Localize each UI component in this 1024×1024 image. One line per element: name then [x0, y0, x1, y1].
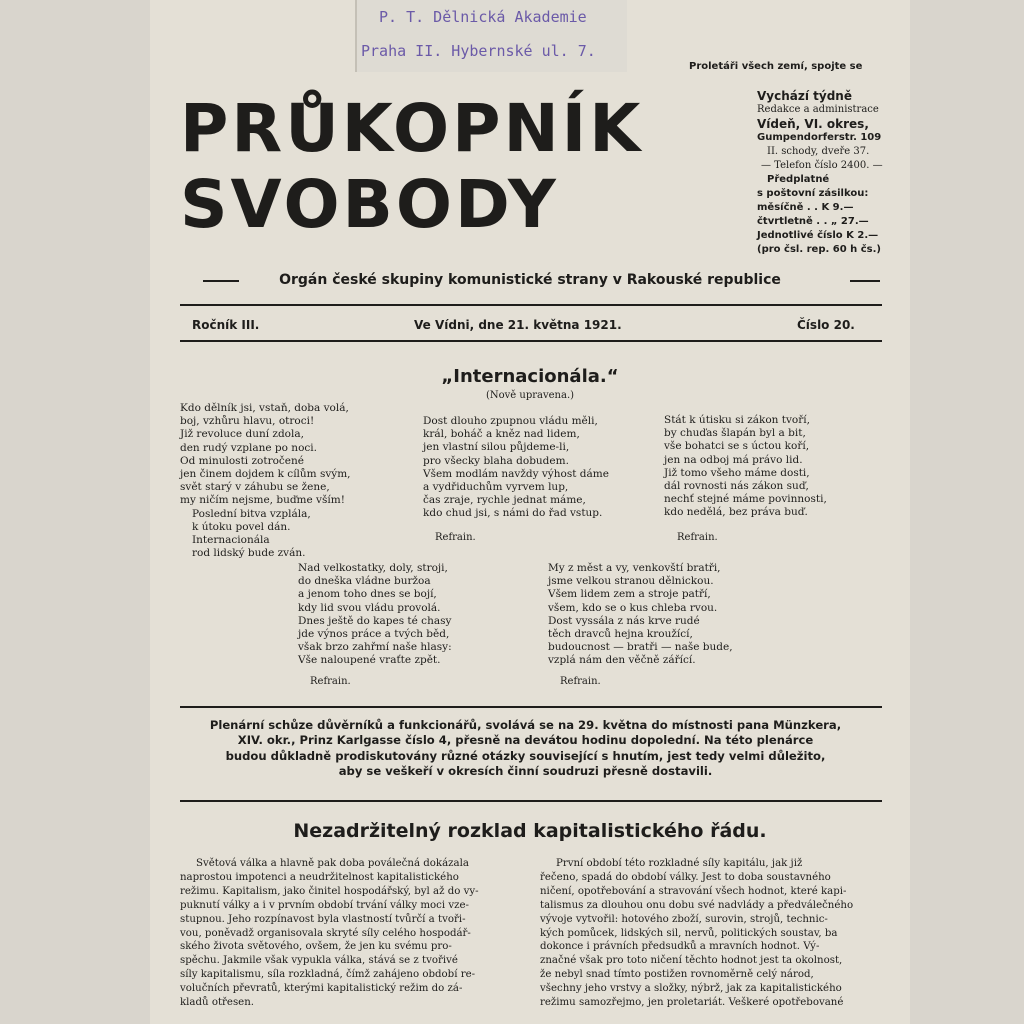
verse: by chuďas šlapán byl a bit, [664, 427, 806, 440]
address-stamp [355, 0, 627, 72]
verse: nechť stejné máme povinnosti, [664, 493, 827, 506]
text-line: naprostou impotenci a neudržitelnost kapitalistického [180, 871, 459, 883]
date-label: Ve Vídni, dne 21. května 1921. [414, 318, 622, 332]
publication-info [757, 89, 883, 257]
notice-line: aby se veškeří v okresích činní soudruzi přesně dostavili. [338, 763, 713, 778]
text-line: První období této rozkladné síly kapitálu, jak již [556, 858, 803, 869]
verse: jde výnos práce a tvých běd, [298, 628, 450, 641]
verse: Dost dlouho zpupnou vládu měli, [423, 415, 598, 427]
text-line: talismus za dlouhou onu dobu své nadvlády a předválečného [540, 899, 854, 911]
verse: pro všecky blaha dobudem. [423, 454, 569, 467]
verse: Všem lidem zem a stroje patří, [548, 588, 711, 601]
text-line: značné však pro toto ničení těchto hodnot jest ta okolnost, [540, 955, 843, 967]
verse: Již revoluce duní zdola, [180, 428, 304, 441]
poem-subtitle: (Nově upravena.) [485, 390, 575, 401]
text-line: spěchu. Jakmile však vypukla válka, stává se z tvořivé [180, 955, 458, 967]
issue-label: Číslo 20. [797, 318, 855, 332]
verse: jsme velkou stranou dělnickou. [548, 575, 714, 588]
text-line: všechny jeho vrstvy a složky, nýbrž, jak za kapitalistického [540, 983, 842, 995]
verse: král, boháč a kněz nad lidem, [423, 428, 580, 441]
text-line: dokonce i právních předsudků a mravních hodnot. Vý- [540, 941, 820, 953]
verse: čas zraje, rychle jednat máme, [423, 494, 586, 507]
verse: Vše naloupené vraťte zpět. [298, 654, 441, 667]
article-column-2 [540, 857, 853, 1010]
verse: Dnes ještě do kapes té chasy [298, 614, 452, 627]
text-line: že nebyl snad tímto postižen rovnoměrně celý národ, [540, 969, 814, 981]
text-line: ničení, opotřebování a stravování všech hodnot, které kapi- [540, 885, 847, 897]
info-line: čtvrtletně . . „ 27.— [757, 216, 869, 227]
verse: kdo chud jsi, s námi do řad vstup. [423, 507, 603, 520]
subtitle: Orgán české skupiny komunistické strany v Rakouské republice [279, 272, 781, 288]
meeting-notice [168, 718, 883, 779]
verse: a vydřiduchům vyrvem lup, [423, 481, 569, 494]
verse: kdy lid svou vládu provolá. [298, 601, 441, 614]
info-line: Vídeň, VI. okres, [757, 117, 869, 131]
verse: my ničím nejsme, buďme vším! [180, 494, 345, 507]
info-line: (pro čsl. rep. 60 h čs.) [757, 244, 881, 255]
verse: jen na odboj má právo lid. [664, 453, 803, 466]
notice-line: XIV. okr., Prinz Karlgasse číslo 4, přesně na devátou hodinu dopolední. Na této plenárce [237, 733, 814, 748]
verse: jen vlastní silou půjdeme-li, [423, 441, 570, 454]
top-rule [180, 304, 882, 306]
poem-stanza-2 [423, 415, 609, 521]
bottom-rule [180, 340, 882, 342]
verse: a jenom toho dnes se bojí, [298, 588, 437, 601]
notice-bottom-rule [180, 800, 882, 802]
notice-top-rule [180, 706, 882, 708]
info-line: Redakce a administrace [757, 104, 879, 115]
verse: Stát k útisku si zákon tvoří, [664, 414, 810, 426]
poem-title: „Internacionála.“ [441, 366, 619, 387]
article-title: Nezadržitelný rozklad kapitalistického řádu. [293, 820, 767, 842]
verse: Kdo dělník jsi, vstaň, doba volá, [180, 402, 349, 414]
masthead-line-1: PRŮKOPNÍK [180, 90, 644, 167]
verse: vzplá nám den věčně zářící. [548, 654, 696, 667]
text-line: řečeno, spadá do období války. Jest to doba soustavného [540, 871, 831, 883]
text-line: kladů otřesen. [180, 997, 255, 1009]
text-line: ského života světového, ovšem, že jen ku svému pro- [180, 941, 452, 953]
text-line: režimu. Kapitalism, jako činitel hospodářský, byl až do vy- [180, 885, 479, 897]
info-line: — Telefon číslo 2400. — [761, 160, 883, 171]
verse: Dost vyssála z nás krve rudé [548, 614, 700, 627]
poem-stanza-1 [180, 402, 351, 560]
verse: My z měst a vy, venkovští bratři, [548, 562, 721, 574]
verse: boj, vzhůru hlavu, otroci! [180, 415, 315, 428]
refrain-label: Refrain. [677, 532, 718, 543]
verse: kdo nedělá, bez práva buď. [664, 506, 808, 519]
stamp-line-2: Praha II. Hybernské ul. 7. [361, 42, 596, 60]
info-line: Vychází týdně [757, 89, 852, 103]
text-line: Světová válka a hlavně pak doba poválečná dokázala [196, 858, 469, 869]
text-line: kých pomůcek, lidských sil, nervů, politických soustav, ba [540, 927, 838, 939]
verse: Od minulosti zotročené [180, 454, 304, 467]
volume-label: Ročník III. [192, 318, 260, 332]
info-line: Předplatné [767, 174, 830, 185]
refrain-label: Refrain. [435, 532, 476, 543]
text-line: vou, poněvadž organisovala skryté síly celého hospodář- [180, 927, 471, 939]
verse: dál rovnosti nás zákon suď, [664, 480, 809, 493]
verse: den rudý vzplane po noci. [180, 441, 317, 454]
verse: Nad velkostatky, doly, stroji, [298, 562, 448, 574]
subtitle-rule-right [850, 280, 880, 282]
info-line: Gumpendorferstr. 109 [757, 132, 882, 143]
verse: do dneška vládne buržoa [298, 575, 431, 588]
article-column-1 [180, 857, 479, 1010]
info-line: II. schody, dveře 37. [767, 146, 870, 157]
stamp-line-1: P. T. Dělnická Akademie [379, 8, 587, 26]
verse: svět starý v záhubu se žene, [180, 481, 330, 494]
text-line: puknutí války a i v prvním období trvání války moci vze- [180, 899, 469, 911]
poem-stanza-3 [664, 414, 827, 520]
verse: budoucnost — bratři — naše bude, [548, 641, 733, 654]
verse: těch dravců hejna kroužící, [548, 628, 693, 641]
info-line: měsíčně . . K 9.— [757, 202, 854, 213]
text-line: vývoje vytvořil: hotového zboží, surovin, strojů, technic- [540, 913, 828, 925]
notice-line: budou důkladně prodiskutovány různé otázky související s hnutím, jest tedy velmi důležito, [225, 748, 826, 763]
masthead-line-2: SVOBODY [180, 166, 559, 243]
refrain-label: Refrain. [560, 676, 601, 687]
verse: vše bohatci se s úctou koří, [664, 440, 810, 453]
chorus-verse: Poslední bitva vzplála, [192, 507, 311, 520]
notice-line: Plenární schůze důvěrníků a funkcionářů, svolává se na 29. května do místnosti pana Münzkera, [209, 718, 842, 732]
verse: všem, kdo se o kus chleba rvou. [548, 601, 718, 614]
verse: však brzo zahřmí naše hlasy: [298, 641, 452, 654]
info-line: Jednotlivé číslo K 2.— [757, 230, 879, 241]
motto: Proletáři všech zemí, spojte se [689, 61, 863, 72]
chorus-verse: Internacionála [192, 534, 270, 547]
info-line: s poštovní zásilkou: [757, 188, 869, 199]
text-line: síly kapitalismu, síla rozkladná, čímž zahájeno období re- [180, 969, 476, 981]
chorus-verse: rod lidský bude zván. [192, 547, 306, 560]
refrain-label: Refrain. [310, 676, 351, 687]
verse: jen činem dojdem k cílům svým, [180, 468, 351, 481]
text-line: volučních převratů, kterými kapitalistický režim do zá- [180, 983, 463, 995]
text-line: stupnou. Jeho rozpínavost byla vlastností tvůrčí a tvoři- [180, 913, 466, 925]
chorus-verse: k útoku povel dán. [192, 520, 291, 533]
text-line: režimu samozřejmo, jen proletariát. Veškeré opotřebované [540, 997, 844, 1009]
poem-stanza-4 [298, 562, 452, 668]
verse: Všem modlám navždy výhost dáme [423, 467, 609, 480]
verse: Již tomo všeho máme dosti, [664, 466, 810, 479]
poem-stanza-5 [548, 562, 733, 668]
